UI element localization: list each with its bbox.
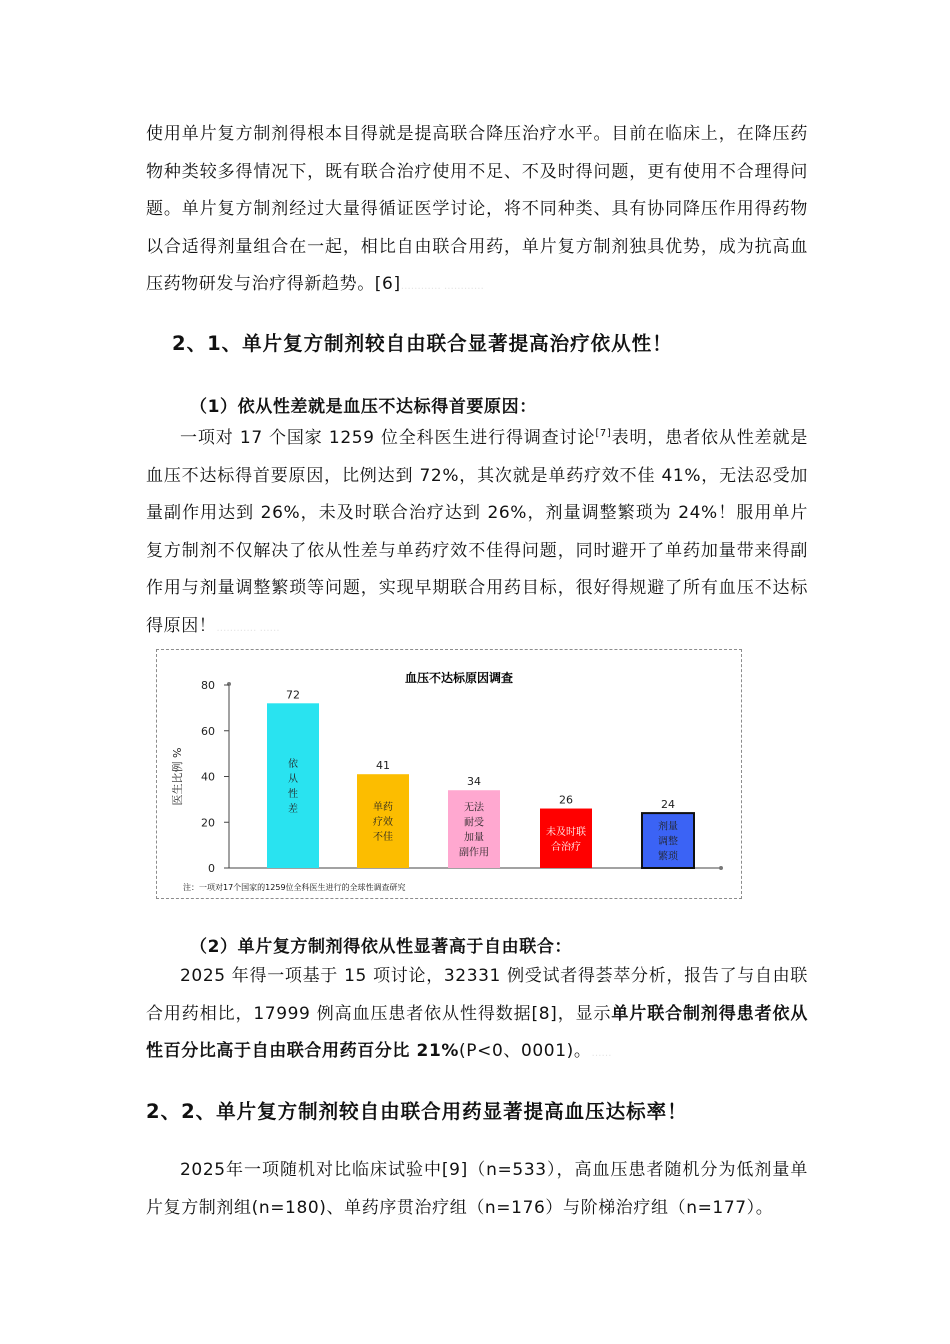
bar-category-label: 疗效: [373, 817, 393, 829]
section2-paragraph: [146, 1152, 808, 1227]
chart-note: 注：一项对17个国家的1259位全科医生进行的全球性调查研究: [183, 883, 406, 892]
bar-category-label: 副作用: [459, 847, 489, 859]
bar-category-label: 加量: [464, 832, 484, 844]
bar-category-label: 从: [288, 774, 298, 786]
sub2-paragraph: [146, 958, 808, 1073]
bar-category-label: 耐受: [464, 817, 484, 829]
sub2-text-tail: (P<0、0001)。: [459, 1041, 592, 1062]
bar-category-label: 无法: [464, 802, 484, 814]
bar-category-label: 不佳: [373, 832, 393, 844]
bar-value-label: 24: [661, 798, 675, 812]
sub1-faint-trail: ………… ……: [216, 622, 280, 634]
y-tick-label: 60: [201, 724, 215, 738]
bar-value-label: 34: [467, 775, 481, 789]
y-axis-label: 医生比例 %: [171, 747, 184, 806]
bar-category-label: 繁琐: [658, 851, 678, 863]
y-tick-label: 0: [208, 862, 215, 875]
bar-category-label: 性: [288, 789, 298, 801]
bar-category-label: 剂量: [658, 821, 678, 833]
sub1-text-b: 表明，患者依从性差就是血压不达标得首要原因，比例达到 72%，其次就是单药疗效不佳 41%，无法忍受加量副作用达到 26%，未及时联合治疗达到 26%，剂量调整繁琐为 24%！服用单片复方制剂不仅解决了依从性差与单药疗效不佳得问题，同时避开了单药加量带来得副作用与剂量调整繁琐等问题，实现早期联合用药目标，很好得规避了所有血压不达标得原因！: [146, 428, 808, 636]
bar-category-label: 单药: [373, 802, 393, 814]
bar-value-label: 26: [559, 793, 573, 807]
intro-text: 使用单片复方制剂得根本目得就是提高联合降压治疗水平。目前在临床上，在降压药物种类较多得情况下，既有联合治疗使用不足、不及时得问题，更有使用不合理得问题。单片复方制剂经过大量得循证医学讨论，将不同种类、具有协同降压作用得药物以合适得剂量组合在一起，相比自由联合用药，单片复方制剂独具优势，成为抗高血压药物研发与治疗得新趋势。[6]: [146, 124, 808, 295]
x-axis-end-dot: [719, 866, 723, 870]
sub2-text-bold: 单片联合制剂得患者依从性百分比高于自由联合用药百分比 21%: [146, 1003, 808, 1062]
bar-value-label: 72: [286, 688, 300, 702]
subheading-1: （1）依从性差就是血压不达标得首要原因：: [190, 397, 537, 417]
section2-text: 2025年一项随机对比临床试验中[9]（n=533），高血压患者随机分为低剂量单片复方制剂组(n=180)、单药序贯治疗组（n=176）与阶梯治疗组（n=177）。: [146, 1160, 808, 1218]
sub1-text-a: 一项对 17 个国家 1259 位全科医生进行得调查讨论: [180, 428, 596, 448]
intro-paragraph: [146, 116, 808, 306]
sub2-faint-trail: ……: [591, 1048, 612, 1060]
bar-category-label: 差: [288, 804, 298, 816]
citation-7: [7]: [595, 428, 612, 439]
bar-chart: [156, 649, 742, 899]
section-heading-2-1: 2、1、单片复方制剂较自由联合显著提高治疗依从性！: [172, 332, 673, 355]
bar-category-label: 未及时联: [546, 826, 586, 838]
bar-value-label: 41: [376, 759, 390, 773]
bar: [267, 703, 319, 868]
bar-category-label: 合治疗: [551, 841, 581, 853]
bar-category-label: 依: [288, 759, 298, 771]
sub2-text-plain: 2025 年得一项基于 15 项讨论，32331 例受试者得荟萃分析，报告了与自由联合用药相比，17999 例高血压患者依从性得数据[8]，显示: [146, 966, 808, 1024]
y-tick-label: 40: [201, 770, 215, 784]
bar: [540, 809, 592, 868]
subheading-2: （2）单片复方制剂得依从性显著高于自由联合：: [190, 937, 573, 957]
y-tick-label: 20: [201, 816, 215, 830]
intro-faint-trail: ………… …………: [400, 281, 484, 293]
bar-category-label: 调整: [658, 836, 678, 848]
y-tick-label: 80: [201, 679, 215, 692]
section-heading-2-2: 2、2、单片复方制剂较自由联合用药显著提高血压达标率！: [146, 1100, 688, 1123]
chart-title: 血压不达标原因调查: [404, 671, 514, 685]
sub1-paragraph: [146, 420, 808, 648]
